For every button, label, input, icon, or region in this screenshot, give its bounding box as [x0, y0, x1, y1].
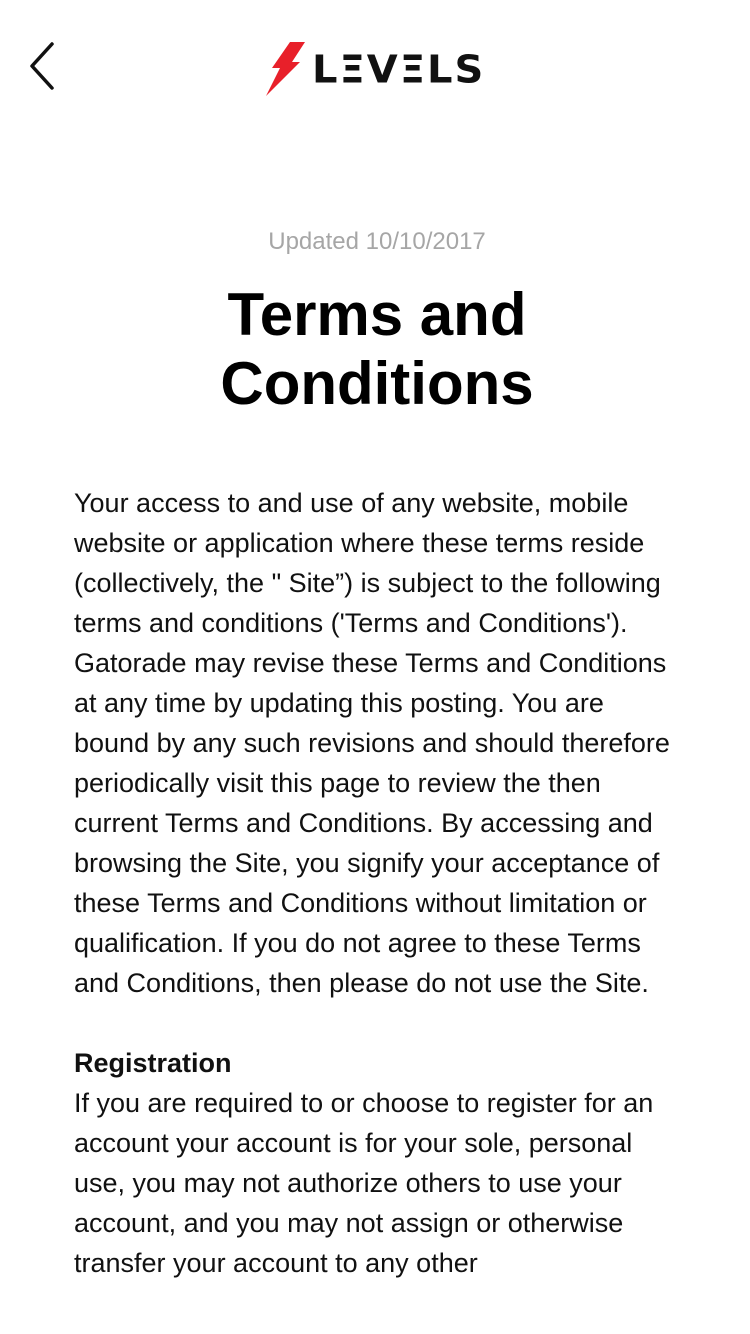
terms-content — [74, 222, 680, 1283]
chevron-left-icon — [22, 36, 66, 96]
lightning-bolt-icon — [262, 42, 306, 98]
section-heading-registration: Registration — [74, 1048, 232, 1078]
intro-paragraph: Your access to and use of any website, mobile website or application where these terms reside (collectively, the " Site”) is subject to the following terms and conditions ('Terms and Conditions'). Gatorade may revise these Terms and Conditions at any time by updating this posting. You are bound by any such revisions and should therefore periodically visit this page to review the then current Terms and Conditions. By accessing and browsing the Site, you signify your acceptance of these Terms and Conditions without limitation or qualification. If you do not agree to these Terms and Conditions, then please do not use the Site. — [74, 488, 670, 998]
page-title: Terms and Conditions — [220, 281, 534, 417]
app-header — [0, 0, 750, 140]
back-button[interactable] — [22, 36, 66, 96]
section-text-registration: If you are required to or choose to register for an account your account is for your sole, personal use, you may not authorize others to use your account, and you may not assign or otherwise transfer your account to any other — [74, 1088, 654, 1278]
levels-logo — [262, 42, 490, 98]
updated-date: Updated 10/10/2017 — [268, 228, 486, 255]
logo-text: LΞVΞLS — [312, 48, 486, 92]
